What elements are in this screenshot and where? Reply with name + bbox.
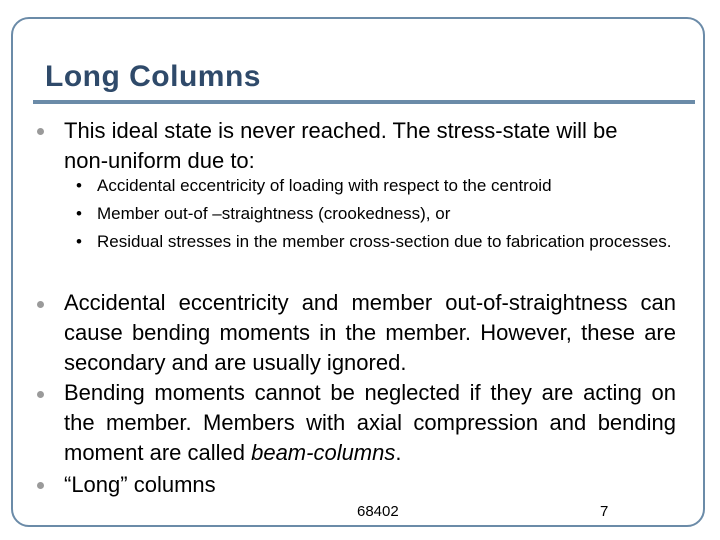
bullet-4-text: “Long” columns [64,472,216,497]
sub-bullet-3: Residual stresses in the member cross-section due to fabrication processes. [97,232,672,251]
page-number: 7 [600,503,609,520]
title-underline [33,100,695,104]
sub-bullet-marker: • [76,204,82,223]
bullet-marker [37,391,44,398]
beam-columns-term: beam-columns [251,440,396,465]
bullet-3-text [64,378,676,468]
sub-bullet-marker: • [76,232,82,251]
bullet-3-text-main: Bending moments cannot be neglected if they are acting on the member. Members with axial compression and bending moment are called [64,380,676,465]
sub-bullet-1: Accidental eccentricity of loading with respect to the centroid [97,176,552,195]
sub-bullet-marker: • [76,176,82,195]
bullet-2-text: Accidental eccentricity and member out-of-straightness can cause bending moments in the member. However, these are secondary and are usually ignored. [64,290,676,375]
sub-bullet-2: Member out-of –straightness (crookedness), or [97,204,451,223]
bullet-1-line-2: non-uniform due to: [64,148,255,173]
slide-title: Long Columns [45,60,261,93]
bullet-1-line-1: This ideal state is never reached. The stress-state will be [64,118,618,143]
footer-code: 68402 [357,503,399,520]
bullet-1-text [64,116,676,176]
bullet-marker [37,301,44,308]
bullet-marker [37,128,44,135]
bullet-marker [37,482,44,489]
bullet-3-text-end: . [395,440,402,465]
